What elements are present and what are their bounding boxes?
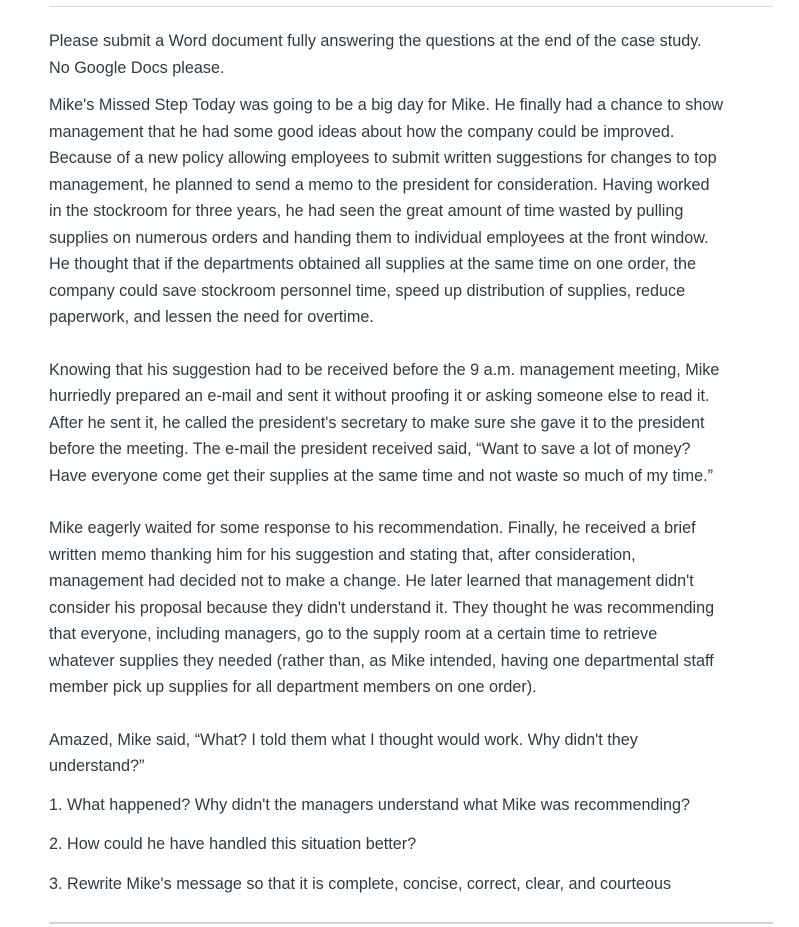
text-line: He thought that if the departments obtained all supplies at the same time on one order, the bbox=[49, 255, 697, 273]
text-line: Mike eagerly waited for some response to his recommendation. Finally, he received a brief bbox=[49, 519, 696, 537]
text-line: in the stockroom for three years, he had seen the great amount of time wasted by pulling bbox=[49, 202, 684, 220]
case-paragraph-1 bbox=[49, 92, 773, 331]
case-paragraph-2 bbox=[49, 357, 773, 490]
text-line: company could save stockroom personnel time, speed up distribution of supplies, reduce bbox=[49, 281, 686, 300]
text-line: whatever supplies they needed (rather than, as Mike intended, having one departmental staff bbox=[49, 651, 714, 670]
question-3: 3. Rewrite Mike's message so that it is complete, concise, correct, clear, and courteous bbox=[49, 874, 672, 893]
text-line: consider his proposal because they didn't understand it. They thought he was recommending bbox=[49, 598, 715, 617]
text-line: paperwork, and lessen the need for overtime. bbox=[49, 308, 374, 326]
text-line: hurriedly prepared an e-mail and sent it without proofing it or asking someone else to read it. bbox=[49, 387, 710, 405]
text-line: No Google Docs please. bbox=[49, 58, 225, 77]
text-line: management that he had some good ideas about how the company could be improved. bbox=[49, 122, 675, 141]
text-line: After he sent it, he called the president's secretary to make sure she gave it to the president bbox=[49, 413, 705, 432]
top-divider bbox=[49, 6, 773, 7]
case-paragraph-4 bbox=[49, 727, 773, 780]
text-line: Knowing that his suggestion had to be received before the 9 a.m. management meeting, Mike bbox=[49, 360, 720, 379]
text-line: written memo thanking him for his suggestion and stating that, after consideration, bbox=[49, 545, 636, 564]
text-line: member pick up supplies for all department members on one order). bbox=[49, 678, 537, 696]
text-line: Because of a new policy allowing employees to submit written suggestions for changes to top bbox=[49, 149, 717, 167]
text-line: before the meeting. The e-mail the president received said, “Want to save a lot of money? bbox=[49, 440, 691, 458]
assignment-content bbox=[49, 28, 773, 910]
text-line: that everyone, including managers, go to the supply room at a certain time to retrieve bbox=[49, 625, 658, 643]
text-line: management had decided not to make a change. He later learned that management didn't bbox=[49, 572, 694, 590]
submission-instructions bbox=[49, 28, 773, 81]
text-line: Have everyone come get their supplies at the same time and not waste so much of my time.” bbox=[49, 466, 713, 485]
text-line: management, he planned to send a memo to the president for consideration. Having worked bbox=[49, 175, 710, 194]
bottom-divider bbox=[49, 922, 773, 924]
text-line: supplies on numerous orders and handing them to individual employees at the front window. bbox=[49, 228, 709, 247]
case-paragraph-3 bbox=[49, 515, 773, 701]
question-2: 2. How could he have handled this situation better? bbox=[49, 835, 417, 853]
text-line: Mike's Missed Step Today was going to be a big day for Mike. He finally had a chance to show bbox=[49, 96, 724, 114]
text-line: Amazed, Mike said, “What? I told them what I thought would work. Why didn't they bbox=[49, 730, 638, 749]
text-line: Please submit a Word document fully answering the questions at the end of the case study. bbox=[49, 32, 702, 50]
text-line: understand?” bbox=[49, 757, 145, 775]
question-1: 1. What happened? Why didn't the managers understand what Mike was recommending? bbox=[49, 795, 691, 814]
